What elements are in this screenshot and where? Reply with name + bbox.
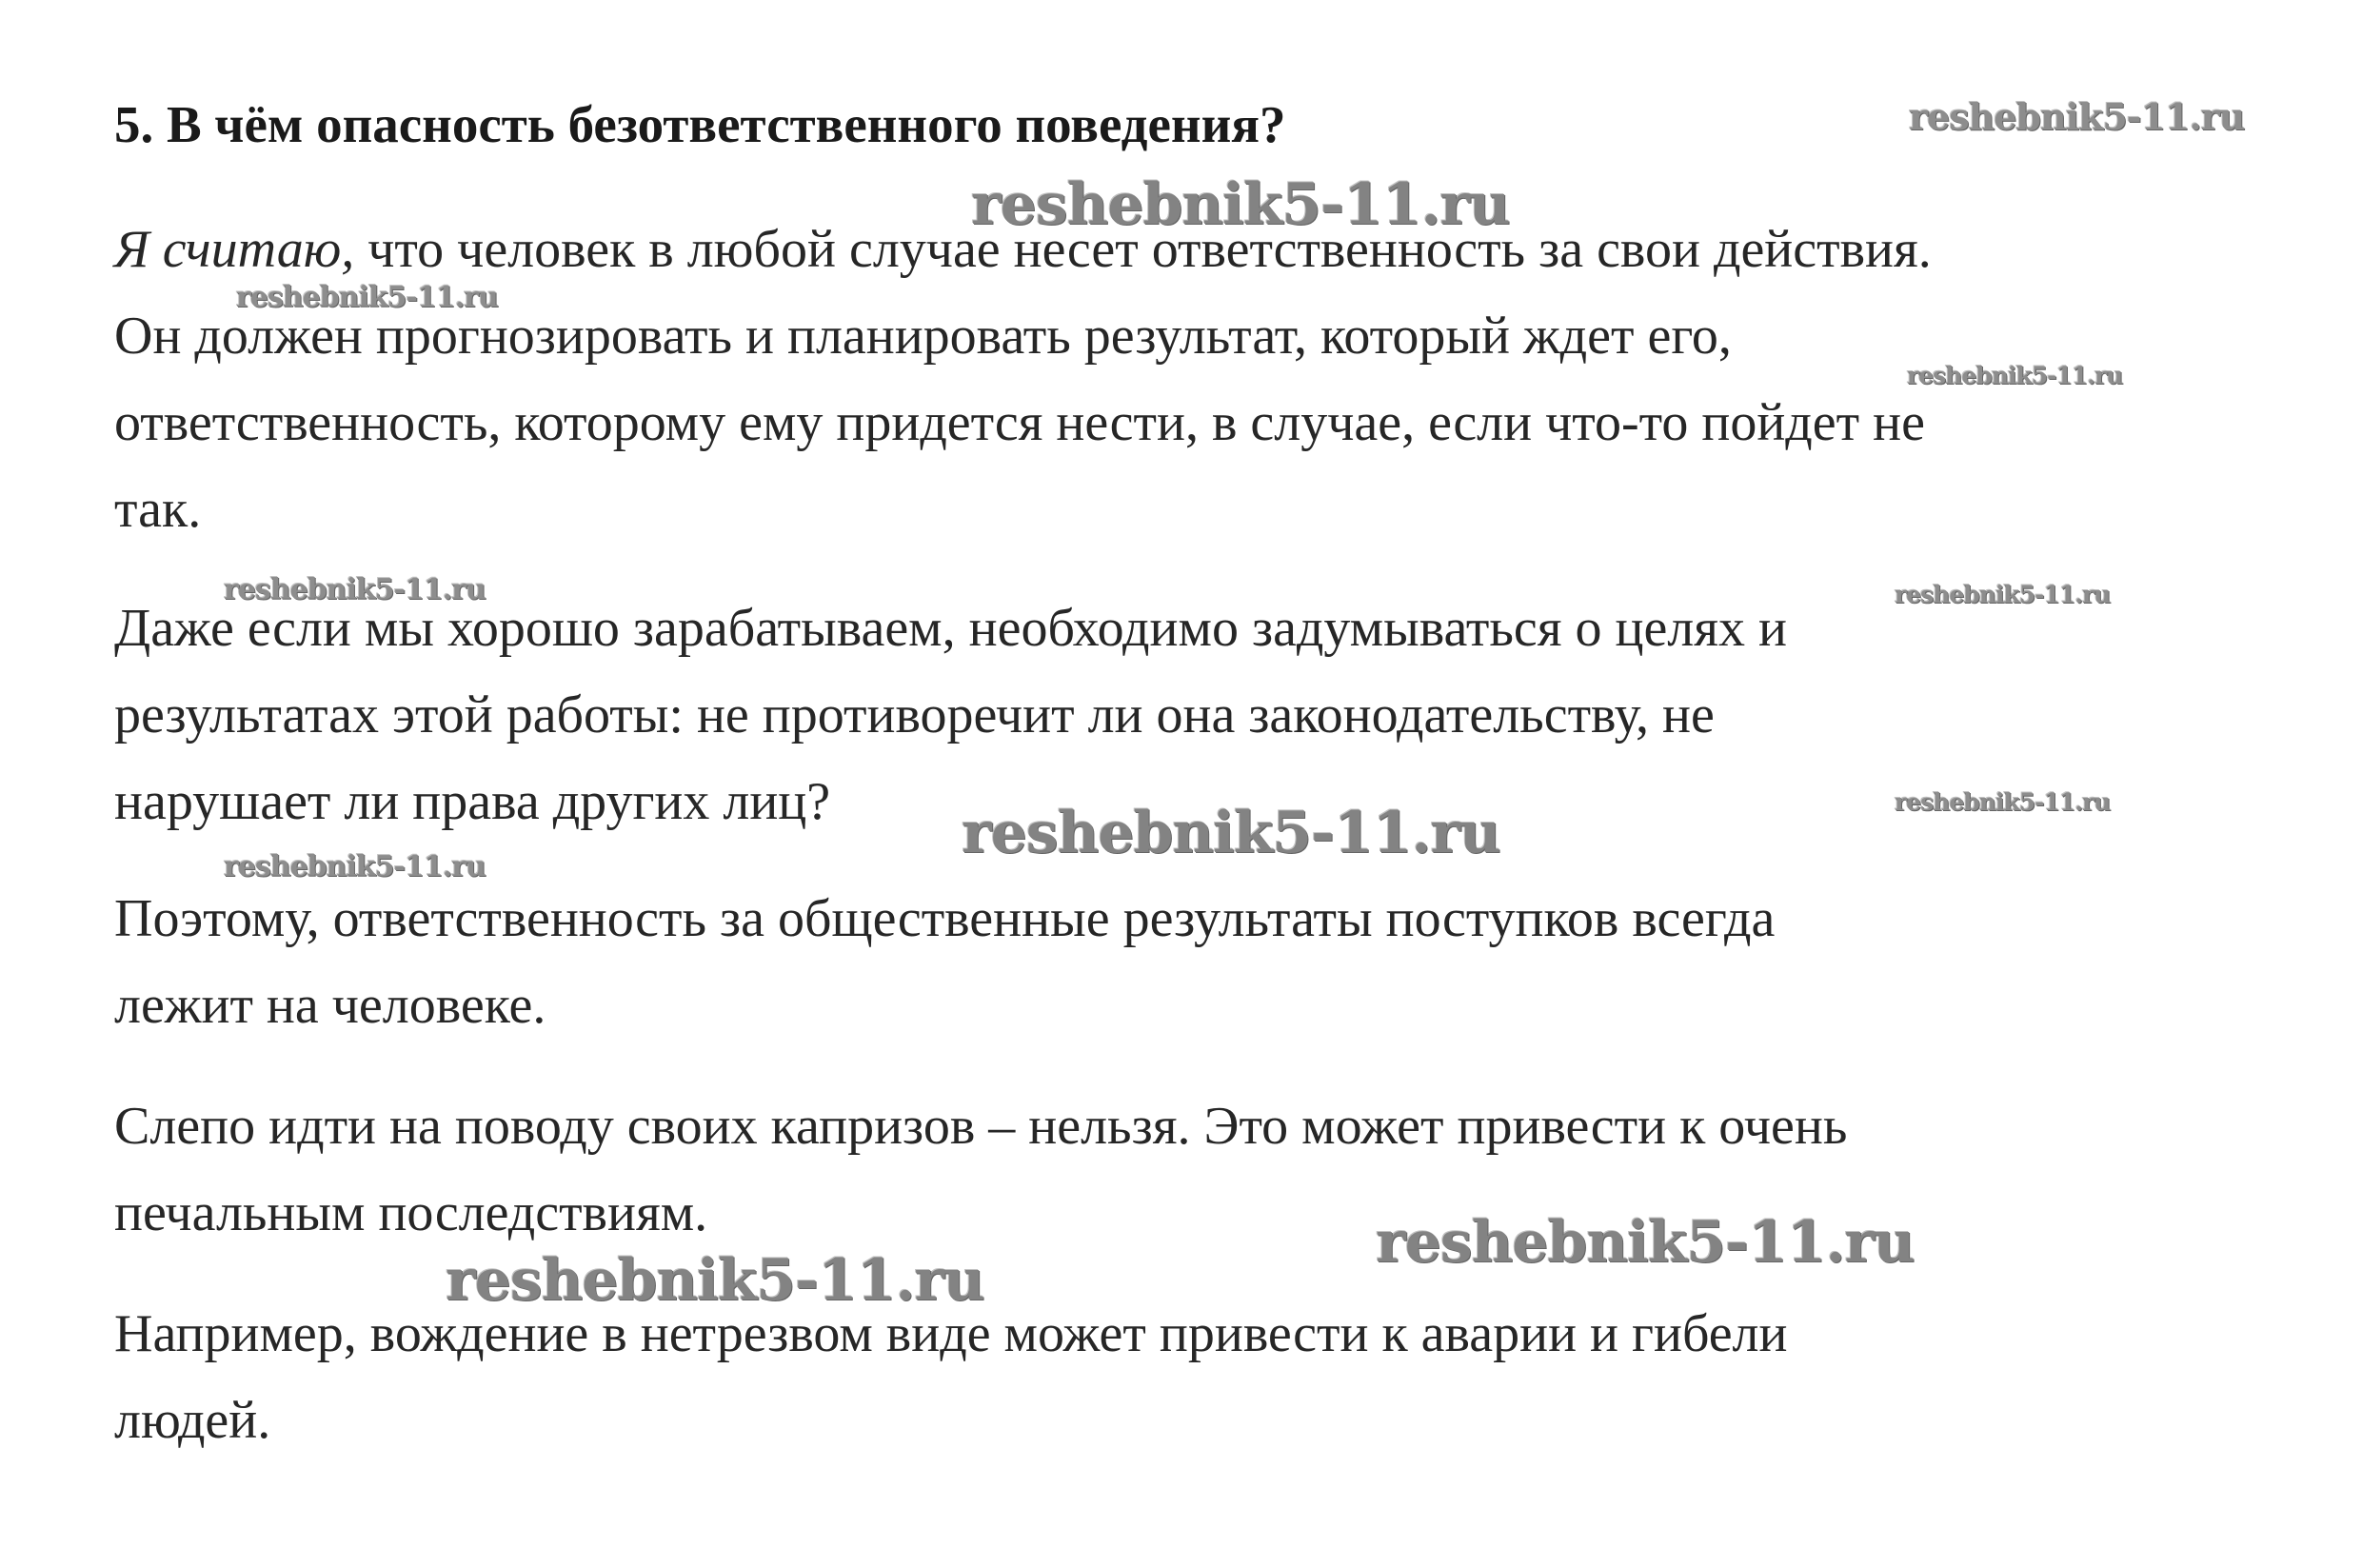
answer-paragraph-2 [114,586,2361,845]
watermark: reshebnik5-11.ru [1909,95,2245,138]
paragraph-line: Слепо идти на поводу своих капризов – нельзя. Это может привести к очень [114,1097,1848,1156]
answer-paragraph-1 [114,207,2361,553]
watermark: reshebnik5-11.ru [224,573,486,606]
watermark: reshebnik5-11.ru [446,1247,984,1314]
paragraph-line: лежит на человеке. [114,976,546,1035]
paragraph-line: Например, вождение в нетрезвом виде может привести к аварии и гибели [114,1304,1788,1363]
paragraph-line: печальным последствиям. [114,1183,708,1242]
line-text: что человек в любой случае несет ответственность за свои действия. [354,220,1932,279]
watermark: reshebnik5-11.ru [224,850,486,883]
watermark: reshebnik5-11.ru [962,800,1500,866]
watermark: reshebnik5-11.ru [1895,581,2111,608]
watermark: reshebnik5-11.ru [1895,788,2111,816]
paragraph-line: Он должен прогнозировать и планировать результат, который ждет его, [114,307,1732,366]
watermark: reshebnik5-11.ru [1376,1209,1915,1276]
paragraph-line: нарушает ли права других лиц? [114,772,831,831]
paragraph-line: Поэтому, ответственность за общественные результаты поступков всегда [114,889,1776,948]
answer-paragraph-4 [114,1083,2361,1257]
answer-paragraph-3 [114,876,2361,1049]
watermark: reshebnik5-11.ru [1907,362,2123,389]
lead-phrase: Я считаю, [114,220,355,279]
answer-paragraph-5 [114,1291,2361,1464]
paragraph-line: так. [114,480,202,539]
watermark: reshebnik5-11.ru [971,171,1510,238]
watermark: reshebnik5-11.ru [236,281,498,314]
paragraph-line: людей. [114,1391,271,1450]
paragraph-line [114,207,2361,293]
paragraph-line: ответственность, которому ему придется нести, в случае, если что-то пойдет не [114,393,1925,452]
paragraph-line: результатах этой работы: не противоречит ли она законодательству, не [114,685,1715,744]
paragraph-line: Даже если мы хорошо зарабатываем, необходимо задумываться о целях и [114,599,1787,658]
question-title: 5. В чём опасность безответственного поведения? [114,95,1286,153]
